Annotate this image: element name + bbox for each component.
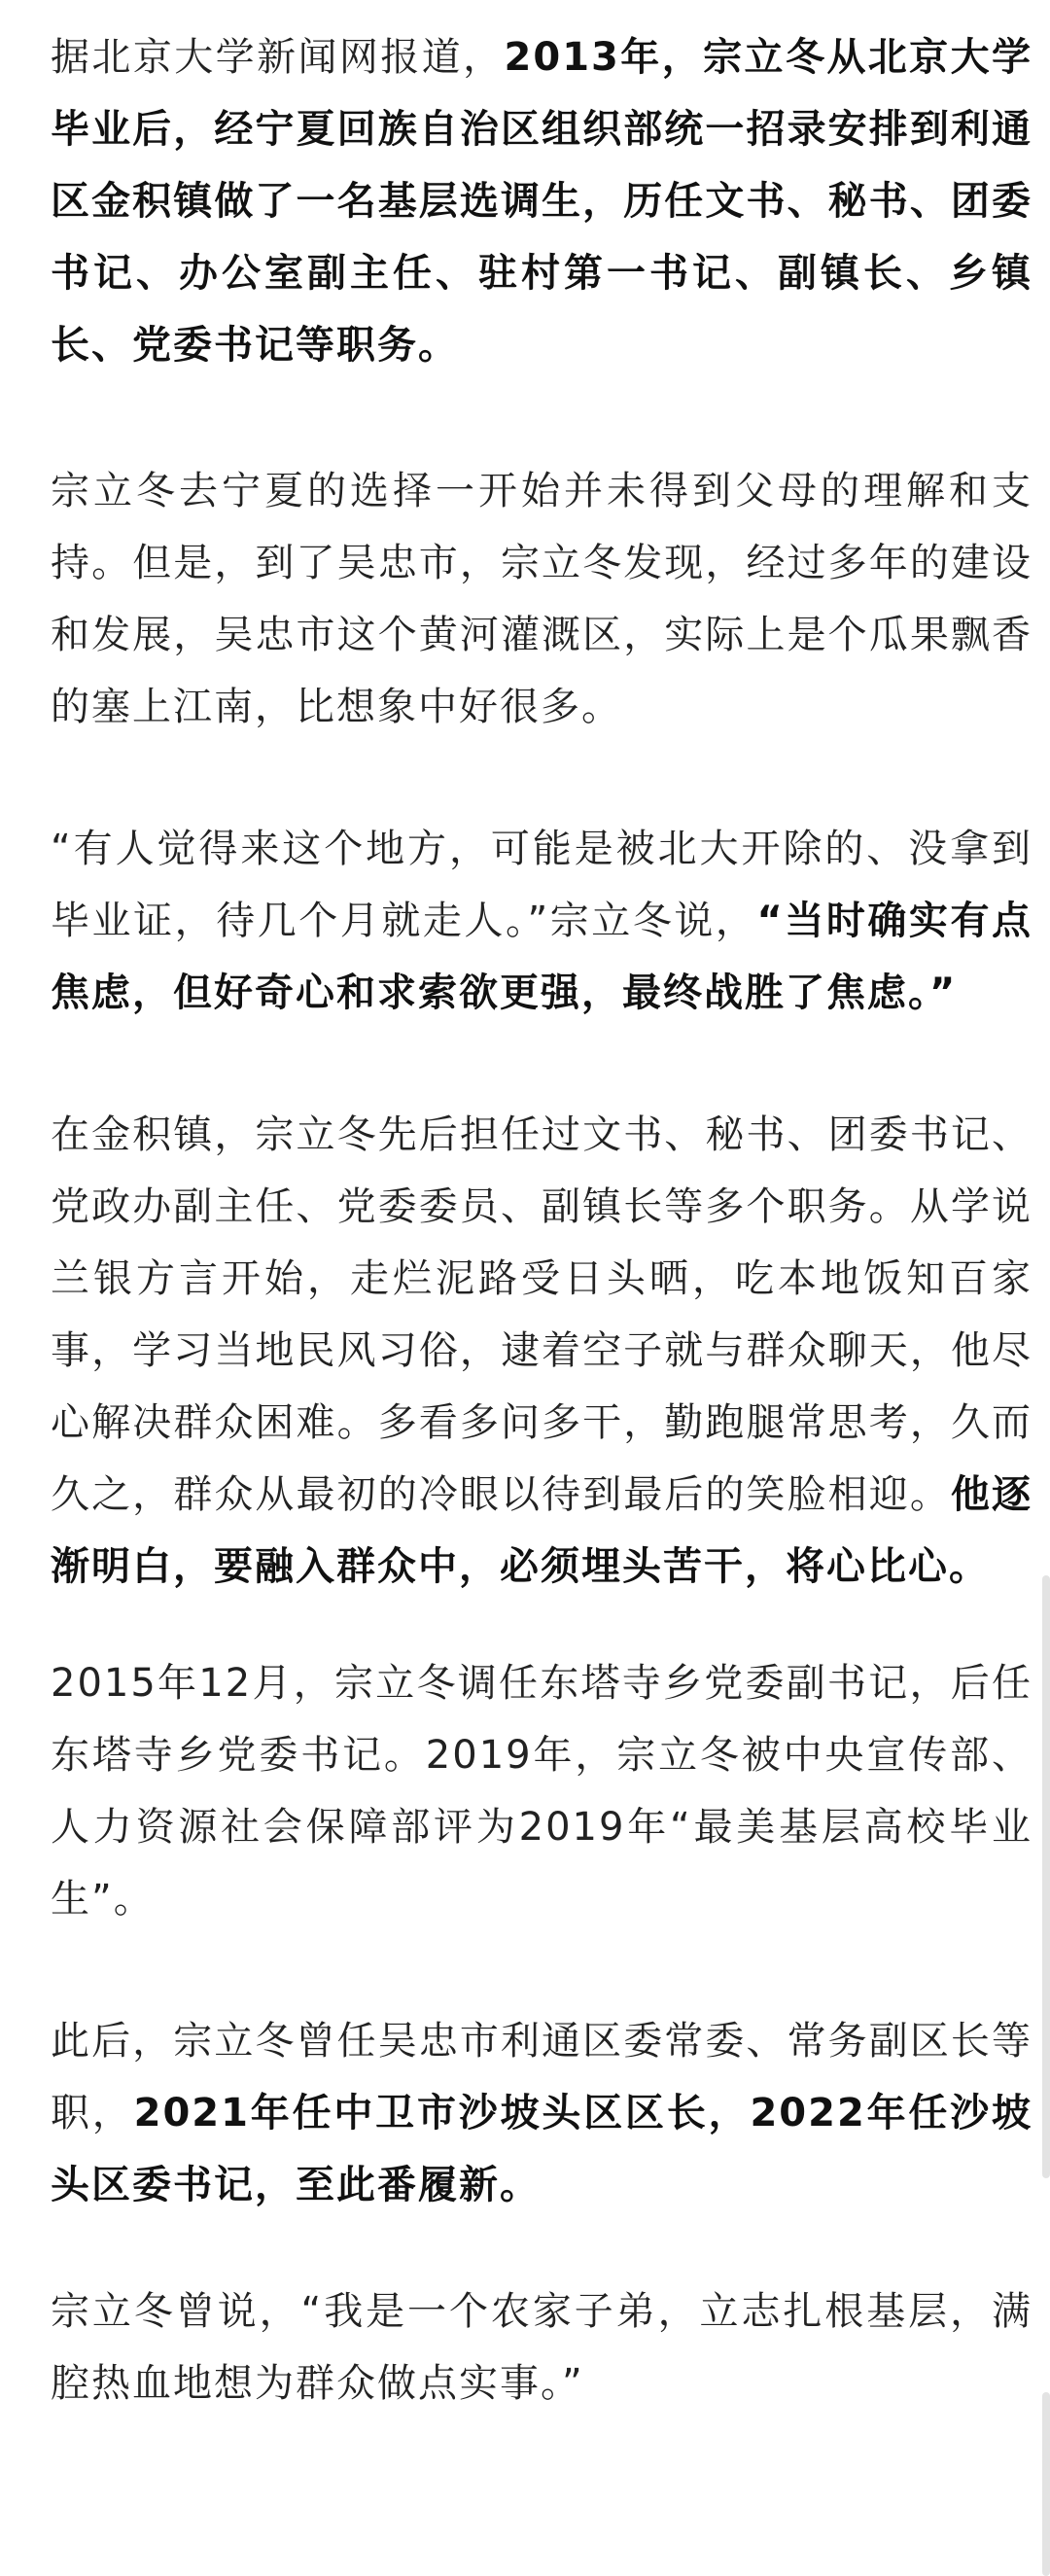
article-body <box>51 21 1032 2419</box>
paragraph-2-run-1: 宗立冬去宁夏的选择一开始并未得到父母的理解和支持。但是，到了吴忠市，宗立冬发现，经过多年的建设和发展，吴忠市这个黄河灌溉区，实际上是个瓜果飘香的塞上江南，比想象中好很多。 <box>51 469 1032 729</box>
paragraph-3 <box>51 813 1032 1029</box>
paragraph-1 <box>51 21 1032 381</box>
paragraph-4-run-2-bold: 他逐渐明白，要融入群众中，必须埋头苦干，将心比心。 <box>51 1472 1033 1589</box>
paragraph-3-run-1: “有人觉得来这个地方，可能是被北大开除的、没拿到毕业证，待几个月就走人。”宗立冬说， <box>51 827 1032 943</box>
paragraph-6-run-2-bold: 2021年任中卫市沙坡头区区长，2022年任沙坡头区委书记，至此番履新。 <box>51 2091 1033 2207</box>
paragraph-6-run-1: 此后，宗立冬曾任吴忠市利通区委常委、常务副区长等职， <box>51 2019 1032 2135</box>
paragraph-1-run-1: 据北京大学新闻网报道， <box>51 35 505 80</box>
paragraph-6 <box>51 2005 1032 2221</box>
paragraph-2 <box>51 455 1032 743</box>
scrollbar-track[interactable] <box>1042 1575 1050 2178</box>
paragraph-5 <box>51 1647 1032 1935</box>
paragraph-7 <box>51 2276 1032 2419</box>
paragraph-1-run-2-bold: 2013年，宗立冬从北京大学毕业后，经宁夏回族自治区组织部统一招录安排到利通区金积镇做了一名基层选调生，历任文书、秘书、团委书记、办公室副主任、驻村第一书记、副镇长、乡镇长、党委书记等职务。 <box>51 35 1033 368</box>
scrollbar-track-lower[interactable] <box>1042 2392 1050 2576</box>
paragraph-3-run-2-bold: “当时确实有点焦虑，但好奇心和求索欲更强，最终战胜了焦虑。” <box>51 899 1032 1015</box>
paragraph-4 <box>51 1099 1032 1603</box>
paragraph-7-run-1: 宗立冬曾说，“我是一个农家子弟，立志扎根基层，满腔热血地想为群众做点实事。” <box>51 2289 1032 2406</box>
paragraph-4-run-1: 在金积镇，宗立冬先后担任过文书、秘书、团委书记、党政办副主任、党委委员、副镇长等多个职务。从学说兰银方言开始，走烂泥路受日头晒，吃本地饭知百家事，学习当地民风习俗，逮着空子就与群众聊天，他尽心解决群众困难。多看多问多干，勤跑腿常思考，久而久之，群众从最初的冷眼以待到最后的笑脸相迎。 <box>51 1112 1032 1517</box>
paragraph-5-run-1: 2015年12月，宗立冬调任东塔寺乡党委副书记，后任东塔寺乡党委书记。2019年，宗立冬被中央宣传部、人力资源社会保障部评为2019年“最美基层高校毕业生”。 <box>51 1661 1032 1922</box>
